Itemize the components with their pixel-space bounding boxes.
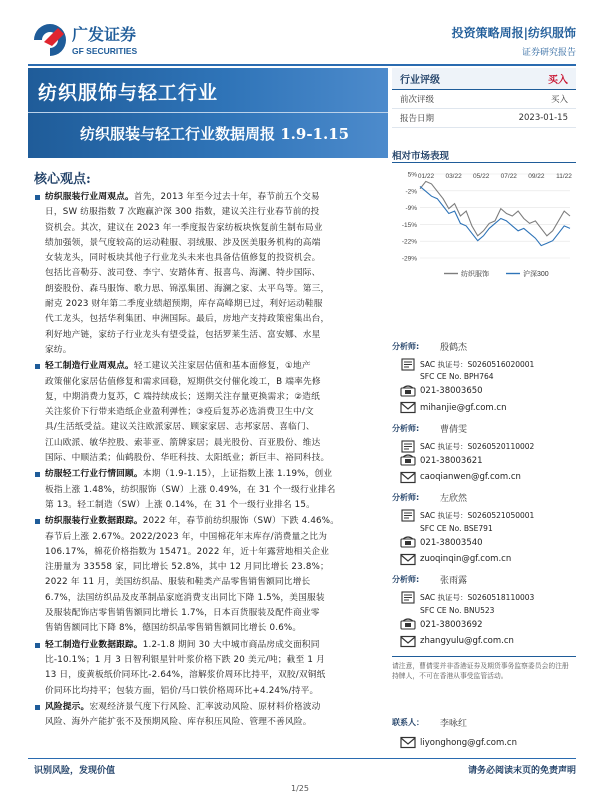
paragraph-line — [45, 483, 376, 498]
contact-name: 李咏红 — [440, 718, 468, 729]
analyst-phone: 021-38003621 — [420, 455, 483, 466]
certificate-icon — [400, 358, 416, 371]
analyst-note — [392, 656, 576, 681]
paragraph-text: 2022 年，春节前纺织服饰（SW）下跌 4.46%。 — [142, 516, 340, 527]
paragraph-text: 价同环比均持平；包装方面，铝价/马口铁价格周环比+4.24%/持平。 — [45, 685, 319, 696]
contact-block — [392, 710, 576, 751]
logo-en-text: GF SECURITIES — [72, 46, 138, 56]
paragraph-line — [45, 700, 376, 715]
analyst-label: 分析师: — [392, 341, 420, 351]
paragraph-text: 家纺。 — [45, 344, 72, 355]
analyst-email-row — [392, 469, 576, 486]
paragraph-lead: 纺织服装行业周观点。 — [45, 192, 134, 202]
email-icon — [400, 553, 416, 566]
bullet-icon — [35, 519, 40, 524]
rating-row — [392, 109, 576, 128]
email-icon — [400, 401, 416, 414]
analyst-email[interactable]: caoqianwen@gf.com.cn — [420, 472, 521, 482]
analyst-sac-row — [392, 358, 576, 371]
company-logo — [30, 20, 170, 60]
core-views-content — [34, 190, 376, 731]
paragraph-line — [45, 591, 376, 606]
analyst-sac-row — [392, 592, 576, 605]
paragraph-line — [45, 343, 376, 358]
paragraph-line — [45, 436, 376, 451]
legend-label: 纺织服饰 — [461, 271, 489, 278]
bullet-icon — [35, 364, 40, 369]
series-line — [420, 186, 570, 245]
analyst-sac: SAC 执证号：S0260520110002 — [420, 441, 535, 451]
analyst-email-row — [392, 551, 576, 568]
analyst-email[interactable]: zuoqinqin@gf.com.cn — [420, 554, 512, 564]
certificate-icon — [400, 509, 416, 522]
header-subtitle: 证券研究报告 — [521, 48, 576, 58]
paragraph-line — [45, 621, 376, 636]
analyst-sfc-row — [392, 371, 576, 384]
analyst-name: 张雨露 — [440, 576, 468, 586]
paragraph-text: 具/生活纸受益。建议关注欧派家居、顾家家居、志邦家居、喜临门、 — [45, 422, 315, 433]
paragraph-line — [45, 606, 376, 621]
x-tick-label: 09/22 — [528, 173, 545, 180]
paragraph-line — [45, 251, 376, 266]
rating-row-value: 买入 — [550, 95, 568, 105]
paragraph-line — [45, 390, 376, 405]
analyst-note-line: 持牌人，不可在香港从事受监管活动。 — [392, 671, 508, 680]
analyst-note-line: 请注意，曹倩雯并非香港证券及期货事务监察委员会的注册 — [392, 661, 569, 670]
core-paragraph — [34, 467, 376, 513]
y-tick-label: -2% — [405, 188, 417, 196]
core-paragraph — [34, 638, 376, 699]
core-paragraph — [34, 359, 376, 466]
paragraph-lead: 纺服轻工行业行情回顾。 — [45, 469, 143, 480]
footer-divider — [28, 758, 576, 759]
series-line — [420, 181, 570, 235]
rating-row-label: 前次评级 — [400, 95, 435, 105]
paragraph-text: 关注浆价下行带来造纸企业盈利弹性；③疫后复苏必选消费卫生中/文 — [45, 407, 314, 418]
header-title: 投资策略周报|纺织服饰 — [451, 26, 576, 40]
paragraph-line — [45, 282, 376, 297]
paragraph-line — [45, 467, 376, 482]
paragraph-line — [45, 498, 376, 513]
chart-divider — [392, 162, 576, 163]
analyst-sfc: SFC CE No. BNU523 — [420, 605, 495, 615]
contact-email-row — [392, 734, 576, 751]
analyst-label: 分析师: — [392, 423, 420, 433]
paragraph-lead: 轻工制造行业周观点。 — [45, 361, 134, 372]
paragraph-line — [45, 328, 376, 343]
industry-title: 纺织服饰与轻工行业 — [38, 82, 219, 104]
paragraph-text: 春节后上涨 2.67%。2022/2023 年，中国棉花年末库存/消费量之比为 — [45, 531, 328, 542]
paragraph-text: 代工龙头，包括华利集团、申洲国际。最后，房地产支持政策密集出台， — [45, 314, 330, 325]
core-paragraph — [34, 190, 376, 358]
paragraph-text: 女装龙头，同时板块其他子行业龙头未来也具备估值修复的投资机会。 — [45, 253, 321, 264]
analyst-sfc: SFC CE No. BPH764 — [420, 372, 494, 382]
paragraph-line — [45, 266, 376, 281]
bullet-icon — [35, 195, 40, 200]
relative-performance-chart — [392, 166, 576, 286]
paragraph-text: 轻工建议关注家居估值和基本面修复，①地产 — [133, 361, 311, 372]
core-views-title: 核心观点: — [34, 172, 91, 187]
x-tick-label: 07/22 — [500, 173, 517, 180]
banner-divider — [28, 112, 388, 113]
legend-label: 沪深300 — [523, 271, 549, 278]
paragraph-text: 江山欧派、敏华控股、索菲亚、箭牌家居；晨光股份、百亚股份、维达 — [45, 437, 321, 448]
analyst-name-row — [392, 334, 576, 358]
email-icon — [400, 635, 416, 648]
paragraph-line — [45, 190, 376, 205]
paragraph-line — [45, 653, 376, 668]
analyst-phone: 021-38003540 — [420, 537, 483, 548]
contact-email[interactable]: liyonghong@gf.com.cn — [420, 737, 517, 748]
paragraph-line — [45, 405, 376, 420]
core-paragraph — [34, 514, 376, 636]
paragraph-text: 售销售额同比下降 8%，德国纺织品零售销售额同比增长 0.6%。 — [45, 623, 302, 634]
logo-cn-text: 广发证券 — [72, 27, 137, 44]
analyst-sac-row — [392, 510, 576, 523]
y-tick-label: -22% — [401, 238, 417, 246]
paragraph-line — [45, 560, 376, 575]
rating-header — [392, 68, 576, 90]
paragraph-line — [45, 297, 376, 312]
paragraph-line — [45, 451, 376, 466]
email-icon — [400, 471, 416, 484]
paragraph-text: 注册量为 33558 家，同比增长 52.8%，其中 12 月同比增长 23.8%； — [45, 562, 329, 573]
bullet-icon — [35, 705, 40, 710]
analyst-label: 分析师: — [392, 493, 420, 502]
paragraph-text: 板指上涨 1.48%，纺织服饰（SW）上涨 0.49%，在 31 个一级行业排名 — [45, 484, 336, 495]
phone-icon — [400, 536, 416, 549]
y-tick-label: -29% — [401, 255, 417, 263]
analyst-label: 分析师: — [392, 575, 420, 584]
y-tick-label: 5% — [407, 171, 417, 179]
phone-icon — [400, 385, 416, 398]
rating-label: 行业评级 — [400, 75, 440, 86]
analyst-name: 殷鹤杰 — [440, 342, 468, 353]
analyst-sac: SAC 执证号：S0260518110003 — [420, 593, 535, 603]
paragraph-lead: 轻工制造行业数据跟踪。 — [45, 639, 143, 650]
paragraph-text: 1.2-1.8 期间 30 大中城市商品房成交面积同 — [142, 639, 320, 650]
paragraph-line — [45, 205, 376, 220]
paragraph-line — [45, 638, 376, 653]
paragraph-text: 包括比音勒芬、波司登、李宁、安踏体育、报喜鸟、海澜、特步国际、 — [45, 268, 321, 279]
paragraph-text: 13 日，废黄板纸价同环比-2.64%，溶解浆价周环比持平，双胶/双铜纸 — [45, 670, 326, 681]
rating-row-value: 2023-01-15 — [518, 113, 568, 123]
paragraph-text: 第 13。轻工制造（SW）上涨 0.14%，在 31 个一级行业排名 15。 — [45, 499, 316, 510]
paragraph-line — [45, 420, 376, 435]
paragraph-lead: 纺织服装行业数据跟踪。 — [45, 516, 143, 527]
certificate-icon — [400, 591, 416, 604]
analyst-sac-row — [392, 440, 576, 453]
analyst-sfc-row — [392, 522, 576, 535]
paragraph-text: 耐克 2023 财年第二季度业绩超预期，库存高峰期已过，利好运动鞋服 — [45, 299, 323, 310]
contact-name-row — [392, 710, 576, 734]
paragraph-text: 风险、海外产能扩张不及预期风险、库存积压风险、管理不善风险。 — [45, 717, 312, 728]
paragraph-text: 朗姿股份、森马服饰、歌力思、锦泓集团、海澜之家、太平鸟等。第三， — [45, 283, 330, 294]
analyst-email[interactable]: mihanjie@gf.com.cn — [420, 402, 507, 413]
paragraph-text: 政策催化家居估值修复和需求回稳，短期供交付催化竣工，B 端率先修 — [45, 376, 321, 387]
analyst-phone: 021-38003650 — [420, 386, 483, 396]
paragraph-text: 日，SW 纺服指数 7 次跑赢沪深 300 指数，建议关注行业春节前的投 — [45, 207, 320, 218]
footer-disclaimer: 请务必阅读末页的免责声明 — [467, 766, 576, 776]
paragraph-line — [45, 514, 376, 529]
analyst-sac: SAC 执证号：S0260516020001 — [420, 359, 535, 369]
paragraph-text: 宏观经济景气度下行风险、汇率波动风险、原材料价格波动 — [89, 701, 321, 712]
header-divider — [28, 64, 576, 66]
analyst-phone-row — [392, 383, 576, 399]
paragraph-lead: 风险提示。 — [45, 701, 90, 712]
title-banner — [28, 68, 388, 158]
core-paragraph — [34, 700, 376, 731]
analyst-panel — [392, 334, 576, 681]
contact-label: 联系人： — [392, 717, 424, 727]
analyst-email-row — [392, 399, 576, 416]
paragraph-text: 106.17%，棉花价格指数为 15471。2022 年，近十年露营地相关企业 — [45, 546, 330, 557]
analyst-email-row — [392, 633, 576, 650]
analyst-name-row — [392, 568, 576, 592]
x-tick-label: 05/22 — [473, 173, 490, 180]
analyst-phone: 021-38003692 — [420, 619, 483, 630]
y-tick-label: -9% — [405, 205, 417, 213]
paragraph-text: 及服装配饰店零售销售额同比增长 1.7%，日本百货服装及配件商业零 — [45, 608, 320, 619]
header-right — [452, 24, 576, 58]
paragraph-line — [45, 221, 376, 236]
paragraph-text: 本期（1.9-1.15），上证指数上涨 1.19%，创业 — [142, 469, 333, 480]
bullet-icon — [35, 643, 40, 648]
paragraph-line — [45, 312, 376, 327]
paragraph-text: 6.7%，法国纺织品及皮革制品家庭消费支出同比下降 1.5%，美国服装 — [45, 592, 325, 603]
paragraph-text: 国际、中顺洁柔；仙鹤股份、华旺科技、太阳纸业；新巨丰、裕同科技。 — [45, 453, 330, 464]
paragraph-line — [45, 715, 376, 730]
email-icon — [400, 736, 416, 749]
analyst-phone-row — [392, 453, 576, 469]
analyst-sfc: SFC CE No. BSE791 — [420, 523, 493, 533]
paragraph-text: 比-10.1%；1 月 3 日智利银星针叶浆价格下跌 20 美元/吨；截至 1 月 — [45, 654, 325, 665]
analyst-name: 曹倩雯 — [440, 424, 468, 435]
y-tick-label: -15% — [401, 221, 417, 229]
analyst-phone-row — [392, 617, 576, 633]
page-number: 1/25 — [291, 784, 309, 793]
paragraph-line — [45, 668, 376, 683]
footer-slogan: 识别风险，发现价值 — [34, 766, 116, 776]
analyst-name-row — [392, 486, 576, 510]
report-title: 纺织服装与轻工行业数据周报 1.9-1.15 — [80, 125, 350, 143]
x-tick-label: 11/22 — [556, 173, 572, 180]
paragraph-line — [45, 236, 376, 251]
analyst-sfc-row — [392, 604, 576, 617]
paragraph-line — [45, 375, 376, 390]
analyst-sac: SAC 执证号：S0260521050001 — [420, 511, 535, 521]
paragraph-line — [45, 575, 376, 590]
analyst-phone-row — [392, 535, 576, 551]
rating-row — [392, 90, 576, 109]
paragraph-text: 利好地产链，家纺子行业龙头有望受益，包括罗莱生活、富安娜、水星 — [45, 329, 321, 340]
x-tick-label: 03/22 — [445, 173, 462, 180]
paragraph-text: 首先，2013 年至今过去十年，春节前五个交易 — [133, 192, 320, 202]
certificate-icon — [400, 440, 416, 453]
paragraph-text: 2022 年 11 月，美国纺织品、服装和鞋类产品零售销售额同比增长 — [45, 577, 311, 588]
paragraph-line — [45, 684, 376, 699]
paragraph-text: 复，中期消费力复苏，C 端持续成长；送期关注存量更换需求；②造纸 — [45, 391, 320, 402]
chart-title: 相对市场表现 — [392, 151, 450, 162]
phone-icon — [400, 454, 416, 467]
analyst-name: 左欣然 — [440, 494, 468, 504]
analyst-name-row — [392, 416, 576, 440]
x-tick-label: 01/22 — [417, 173, 435, 180]
rating-panel — [392, 68, 576, 128]
paragraph-line — [45, 545, 376, 560]
rating-value: 买入 — [548, 75, 568, 86]
paragraph-line — [45, 359, 376, 374]
paragraph-text: 资机会。其次，建议在 2023 年一季度报告家纺板块恢复前生制布局业 — [45, 222, 323, 233]
rating-row-label: 报告日期 — [400, 114, 435, 124]
analyst-email[interactable]: zhangyulu@gf.com.cn — [420, 636, 514, 646]
phone-icon — [400, 618, 416, 631]
paragraph-text: 绩加强领，景气度较高的运动鞋服、羽绒服、涉及医美服务机构的高端 — [45, 237, 321, 248]
paragraph-line — [45, 530, 376, 545]
bullet-icon — [35, 472, 40, 477]
